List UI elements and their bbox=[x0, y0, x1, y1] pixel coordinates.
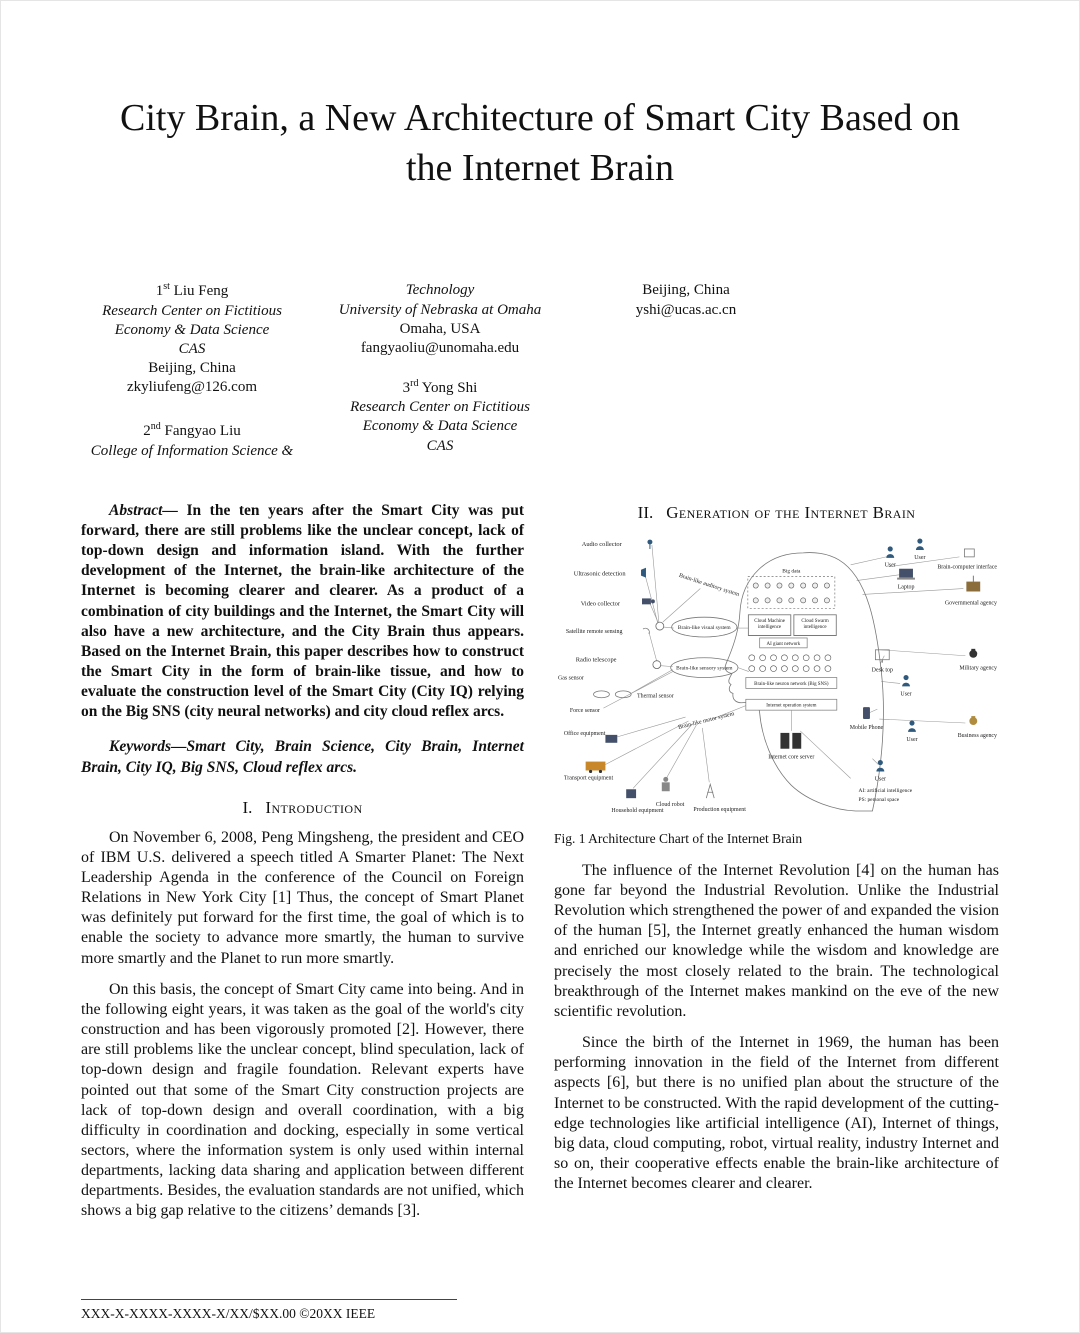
author-1-ordinal-suffix: st bbox=[163, 281, 170, 293]
force-sensor-label: Force sensor bbox=[569, 707, 600, 714]
author-2-city: Omaha, USA bbox=[399, 320, 481, 337]
brain-like-motor-system-label: Brain-like motor system bbox=[677, 710, 735, 731]
author-3-city: Beijing, China bbox=[642, 282, 730, 299]
author-3: 3rd Yong Shi Research Center on Fictitious Economy & Data Science CAS bbox=[321, 378, 559, 456]
printer-icon bbox=[605, 735, 617, 743]
video-collector-label: Video collector bbox=[580, 600, 620, 608]
bus-icon bbox=[586, 761, 606, 772]
robot-icon bbox=[662, 777, 670, 791]
author-3-affiliation: Research Center on Fictitious bbox=[350, 399, 530, 416]
keywords: Keywords—Smart City, Brain Science, City Brain, Internet Brain, City IQ, Big SNS, Cloud reflex arcs. bbox=[81, 738, 524, 776]
abstract bbox=[81, 501, 524, 723]
office-equipment-label: Office equipment bbox=[563, 730, 606, 737]
governmental-agency-label: Governmental agency bbox=[944, 600, 998, 607]
user-icon-3 bbox=[902, 675, 910, 686]
intro-paragraph-2: On this basis, the concept of Smart City came into being. And in the following eight years, it was taken as the goal of the world's city construction and has been vigorously promoted [2]. However, there are still problems like the unclear concept, blind speculation, lack of top-down design and fragile foundation. Relevant experts have pointed out that some of the Smart City construction projects are lack of top-down design and overall coordination, with a big difficulty in coordination and docking, especially in some vertical sectors, where the information system is only used within internal departments, lacking data sharing and application between different departments. Besides, the evaluation standards are not unified, which shows a big gap relative to the citizens’ demands [3]. bbox=[81, 980, 524, 1220]
user-icon-2 bbox=[916, 538, 924, 549]
user-label-4: User bbox=[906, 736, 918, 743]
camera-icon bbox=[642, 598, 655, 604]
cloud-machine-intelligence-box bbox=[748, 614, 792, 636]
production-equipment-label: Production equipment bbox=[693, 806, 746, 813]
author-1-city: Beijing, China bbox=[148, 360, 236, 377]
author-1-ordinal: 1 bbox=[155, 283, 164, 300]
neuron-nodes bbox=[749, 655, 831, 672]
two-column-body bbox=[81, 501, 999, 1233]
desktop-label: Desk top bbox=[871, 667, 893, 674]
ai-giant-network-label: AI giant network bbox=[766, 641, 801, 647]
sensor-oval-1 bbox=[594, 691, 610, 698]
internet-brain-diagram bbox=[554, 533, 999, 825]
intro-paragraph-1: On November 6, 2008, Peng Mingsheng, the president and CEO of IBM U.S. delivered a speech titled A Smarter Planet: The Next Leadership Agenda in the conference of the Council on Foreign Relations in New York City [1] Thus, the concept of Smart Planet was definitely put forward for the first time, the goal of which is to enable the society to advance more smartly, the human to survive more smartly and the Planet to run more smartly. bbox=[81, 828, 524, 967]
household-equipment-label: Household equipment bbox=[611, 807, 664, 814]
appliance-icon bbox=[626, 789, 636, 798]
brain-computer-interface-label: Brain-computer interface bbox=[937, 564, 998, 571]
money-bag-icon-business bbox=[969, 717, 977, 725]
mobile-phone-icon bbox=[863, 707, 870, 719]
copyright-notice: XXX-X-XXXX-XXXX-X/XX/$XX.00 ©20XX IEEE bbox=[81, 1306, 376, 1321]
government-building-icon bbox=[966, 575, 980, 591]
user-icon-4 bbox=[908, 720, 916, 731]
microphone-icon bbox=[647, 539, 652, 548]
derrick-icon bbox=[706, 784, 714, 798]
laptop-label: Laptop bbox=[897, 584, 915, 591]
author-1-name: 1st Liu Feng bbox=[155, 281, 229, 300]
laptop-icon bbox=[897, 569, 915, 580]
brain-like-neuron-network-label: Brain-like neuron network (Big SNS) bbox=[754, 681, 829, 687]
relay-node-2 bbox=[653, 661, 661, 669]
author-3-email: yshi@ucas.ac.cn bbox=[635, 301, 737, 318]
cloud-robot-label: Cloud robot bbox=[655, 801, 685, 808]
transport-equipment-label: Transport equipment bbox=[563, 775, 614, 782]
internet-core-server-label: Internet core server bbox=[768, 754, 815, 761]
figure-1-caption: Fig. 1 Architecture Chart of the Internet Brain bbox=[554, 830, 803, 846]
user-label-2: User bbox=[914, 554, 926, 561]
relay-node-1 bbox=[656, 622, 664, 630]
abstract-text: In the ten years after the Smart City was put forward, there are still problems like the unclear concept, lack of top-down design and information island. With the further development of the Internet, the brain-like architecture of the Internet is becoming clearer and clearer. As a product of a combination of city buildings and the Internet, the Smart City will also have a new architecture, and the City Brain thus appears. Based on the Internet Brain, this paper describes how to construct the Smart City in the form of brain-like tissue, and how to evaluate the construction level of the Smart City (City IQ) relying on the Big SNS (city neural networks) and city cloud reflex arcs. bbox=[81, 501, 524, 721]
author-column-2 bbox=[321, 281, 559, 461]
ultrasonic-detection-label: Ultrasonic detection bbox=[573, 570, 626, 578]
cloud-swarm-intelligence-box bbox=[793, 614, 837, 636]
server-icon bbox=[780, 733, 801, 749]
author-column-1 bbox=[81, 281, 303, 461]
author-2-email: fangyaoliu@unomaha.edu bbox=[360, 339, 520, 356]
sensor-oval-2 bbox=[615, 691, 631, 698]
user-label-5: User bbox=[874, 776, 886, 783]
author-2-name: 2nd Fangyao Liu bbox=[143, 421, 241, 440]
satellite-remote-sensing-label: Satellite remote sensing bbox=[565, 628, 623, 635]
audio-collector-label: Audio collector bbox=[581, 540, 622, 548]
military-agency-label: Military agency bbox=[959, 665, 998, 672]
brain-computer-interface-icon bbox=[964, 549, 974, 557]
radio-telescope-label: Radio telescope bbox=[575, 656, 617, 664]
cloud-swarm-intelligence-label: Cloud Swarm intelligence bbox=[793, 614, 837, 636]
author-column-3 bbox=[601, 281, 771, 461]
author-2-affiliation-cont: Technology University of Nebraska at Omaha Omaha, USA fangyaoliu@unomaha.edu bbox=[321, 281, 559, 358]
desktop-icon bbox=[875, 650, 889, 663]
author-3-name: 3rd Yong Shi bbox=[402, 378, 478, 397]
section-heading-2: II. Generation of the Internet Brain bbox=[637, 502, 916, 522]
authors-block bbox=[81, 281, 999, 461]
author-1: 1st Liu Feng Research Center on Fictitious Economy & Data Science CAS Beijing, China zkyliufeng@126.com bbox=[81, 281, 303, 397]
legend-ai-label: AI: artificial intelligence bbox=[858, 788, 913, 795]
author-2 bbox=[81, 421, 303, 460]
mobile-phone-label: Mobile Phone bbox=[849, 724, 884, 731]
legend-ps-label: PS: personal space bbox=[858, 796, 900, 803]
speaker-icon bbox=[641, 568, 646, 578]
brain-like-auditory-system-label: Brain-like auditory system bbox=[677, 572, 740, 598]
footnote-rule bbox=[81, 1299, 457, 1300]
author-1-affiliation: Research Center on Fictitious bbox=[102, 302, 282, 319]
business-agency-label: Business agency bbox=[957, 732, 998, 739]
author-2-affiliation: College of Information Science & bbox=[90, 442, 294, 459]
section2-paragraph-1: The influence of the Internet Revolution [4] on the human has gone far beyond the Industrial Revolution. Unlike the Industrial Revolution which strengthened the power of and expanded the vision of the human [5], the Internet greatly enhanced the human wisdom and enriched our knowledge while the wisdom and knowledge are precisely the most closely related to the brain. The technological breakthrough of the Internet makes mankind on the eve of the new scientific revolution. bbox=[554, 861, 999, 1020]
gas-sensor-label: Gas sensor bbox=[557, 675, 584, 682]
thermal-sensor-label: Thermal sensor bbox=[637, 693, 674, 700]
satellite-dish-icon bbox=[643, 628, 649, 634]
big-data-label: Big data bbox=[782, 568, 801, 575]
author-1-email: zkyliufeng@126.com bbox=[126, 379, 258, 396]
cloud-machine-intelligence-label: Cloud Machine intelligence bbox=[748, 614, 792, 636]
section-heading-1: I. Introduction bbox=[242, 797, 363, 817]
money-bag-icon-military bbox=[969, 650, 977, 658]
brain-like-sensory-system-label: Brain-like sensory system bbox=[676, 665, 733, 672]
big-data-dashed-box bbox=[748, 576, 835, 608]
abstract-lead: Abstract— bbox=[109, 501, 178, 519]
user-label-1: User bbox=[884, 562, 896, 569]
internet-operation-system-label: Internet operation system bbox=[766, 703, 817, 709]
user-icon-1 bbox=[886, 546, 894, 557]
left-column bbox=[81, 501, 524, 1233]
right-column bbox=[554, 501, 999, 1233]
brain-like-visual-system-label: Brain-like visual system bbox=[677, 624, 731, 631]
big-data-nodes bbox=[753, 583, 829, 603]
user-label-3: User bbox=[900, 691, 912, 698]
paper-title: City Brain, a New Architecture of Smart City Based on the Internet Brain bbox=[119, 97, 961, 190]
figure-1 bbox=[554, 533, 999, 847]
section2-paragraph-2: Since the birth of the Internet in 1969, the human has been performing innovation in the field of the Internet from different aspects [6], but there is no unified plan about the structure of the Internet to be constructed. With the rapid development of the cutting-edge technologies like artificial intelligence (AI), Internet of things, big data, cloud computing, robot, virtual reality, industry Internet and so on, their cooperative effects enable the brain-like architecture of the Internet becomes clearer and clearer. bbox=[554, 1034, 999, 1193]
